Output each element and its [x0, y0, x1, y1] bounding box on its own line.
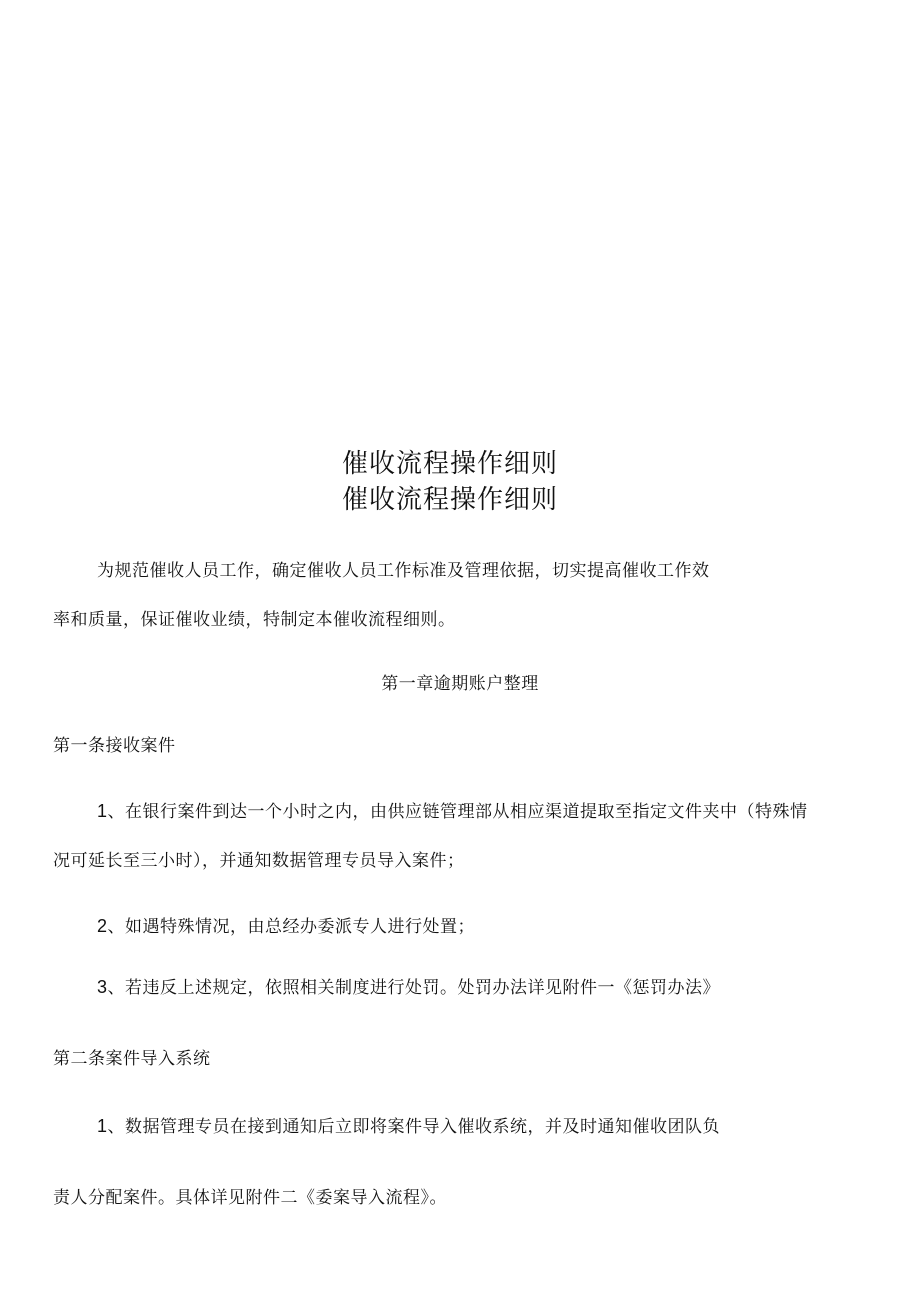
article1-item2: [97, 915, 475, 938]
item-text: 、如遇特殊情况，由总经办委派专人进行处置；: [107, 917, 476, 937]
item-number: 1: [97, 1116, 108, 1136]
document-title: 催收流程操作细则: [341, 449, 558, 479]
article-heading-2: 第二条案件导入系统: [53, 1049, 211, 1069]
intro-paragraph-line-1: 为规范催收人员工作，确定催收人员工作标准及管理依据，切实提高催收工作效: [97, 561, 710, 581]
article1-item1-line-2: 况可延长至三小时），并通知数据管理专员导入案件；: [53, 851, 465, 871]
article-heading-1: 第一条接收案件: [53, 736, 176, 756]
article2-item1-line-2: 责人分配案件。具体详见附件二《委案导入流程》。: [53, 1188, 447, 1208]
article1-item3: [97, 976, 720, 999]
article1-item1-line-1: [97, 800, 808, 823]
item-number: 2: [97, 916, 108, 936]
item-text: 、若违反上述规定，依照相关制度进行处罚。处罚办法详见附件一《惩罚办法》: [107, 978, 721, 998]
item-text: 、数据管理专员在接到通知后立即将案件导入催收系统，并及时通知催收团队负: [107, 1117, 721, 1137]
document-title-repeat: 催收流程操作细则: [341, 485, 558, 515]
article2-item1-line-1: [97, 1115, 720, 1138]
item-number: 1: [97, 801, 108, 821]
item-number: 3: [97, 977, 108, 997]
intro-paragraph-line-2: 率和质量，保证催收业绩，特制定本催收流程细则。: [53, 610, 456, 630]
item-text: 、在银行案件到达一个小时之内，由供应链管理部从相应渠道提取至指定文件夹中（特殊情: [107, 802, 808, 822]
chapter-heading: 第一章逾期账户整理: [381, 674, 539, 694]
